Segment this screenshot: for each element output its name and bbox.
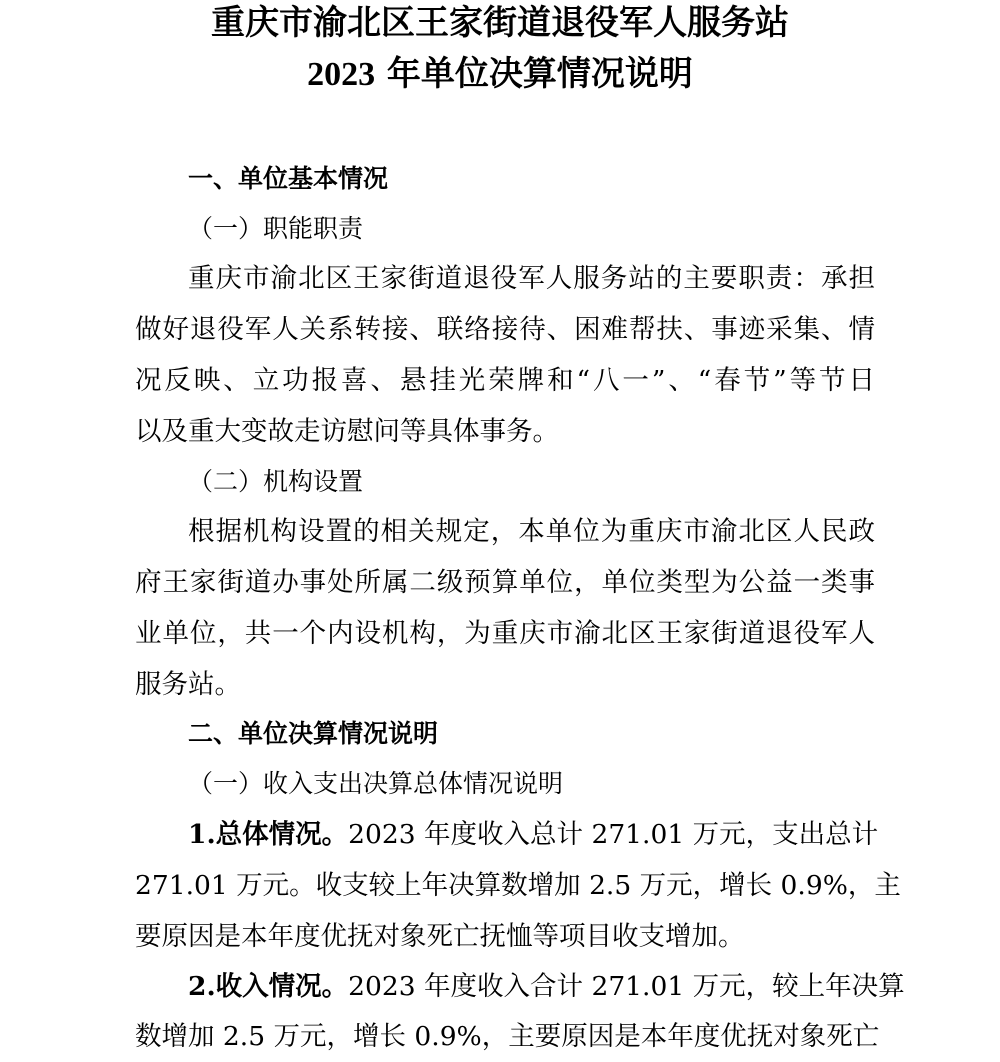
org-line-2: 府王家街道办事处所属二级预算单位，单位类型为公益一类事 <box>135 567 875 598</box>
section-1-sub-1-heading: （一）职能职责 <box>188 214 364 243</box>
title-year: 2023 <box>307 56 376 93</box>
title-rest: 年单位决算情况说明 <box>386 54 693 94</box>
income-line-1 <box>188 962 905 1012</box>
overall-line-1 <box>188 810 879 860</box>
org-line-4: 服务站。 <box>135 669 241 700</box>
section-2-heading: 二、单位决算情况说明 <box>188 719 439 748</box>
org-line-1: 根据机构设置的相关规定，本单位为重庆市渝北区人民政 <box>188 516 875 547</box>
overall-line-1-rest: 2023 年度收入总计 271.01 万元，支出总计 <box>348 819 879 850</box>
duties-line-4: 以及重大变故走访慰问等具体事务。 <box>135 416 559 447</box>
section-1-heading: 一、单位基本情况 <box>188 164 389 193</box>
duties-line-3: 况反映、立功报喜、悬挂光荣牌和“八一”、“春节”等节日 <box>135 365 875 396</box>
duties-line-1: 重庆市渝北区王家街道退役军人服务站的主要职责：承担 <box>188 263 875 294</box>
overall-line-3: 要原因是本年度优抚对象死亡抚恤等项目收支增加。 <box>135 921 745 952</box>
document-title-line-2 <box>0 53 1000 96</box>
org-line-3: 业单位，共一个内设机构，为重庆市渝北区王家街道退役军人 <box>135 618 875 649</box>
overall-line-2: 271.01 万元。收支较上年决算数增加 2.5 万元，增长 0.9%，主 <box>135 870 901 901</box>
section-2-sub-1-heading: （一）收入支出决算总体情况说明 <box>188 769 564 798</box>
duties-line-2: 做好退役军人关系转接、联络接待、困难帮扶、事迹采集、情 <box>135 314 875 345</box>
document-title-line-1: 重庆市渝北区王家街道退役军人服务站 <box>211 3 789 43</box>
income-line-2: 数增加 2.5 万元，增长 0.9%，主要原因是本年度优抚对象死亡 <box>135 1021 880 1052</box>
income-lead: 2.收入情况。 <box>188 971 349 1002</box>
section-1-sub-2-heading: （二）机构设置 <box>188 467 364 496</box>
overall-lead: 1.总体情况。 <box>188 819 349 850</box>
income-line-1-rest: 2023 年度收入合计 271.01 万元，较上年决算 <box>348 971 905 1002</box>
